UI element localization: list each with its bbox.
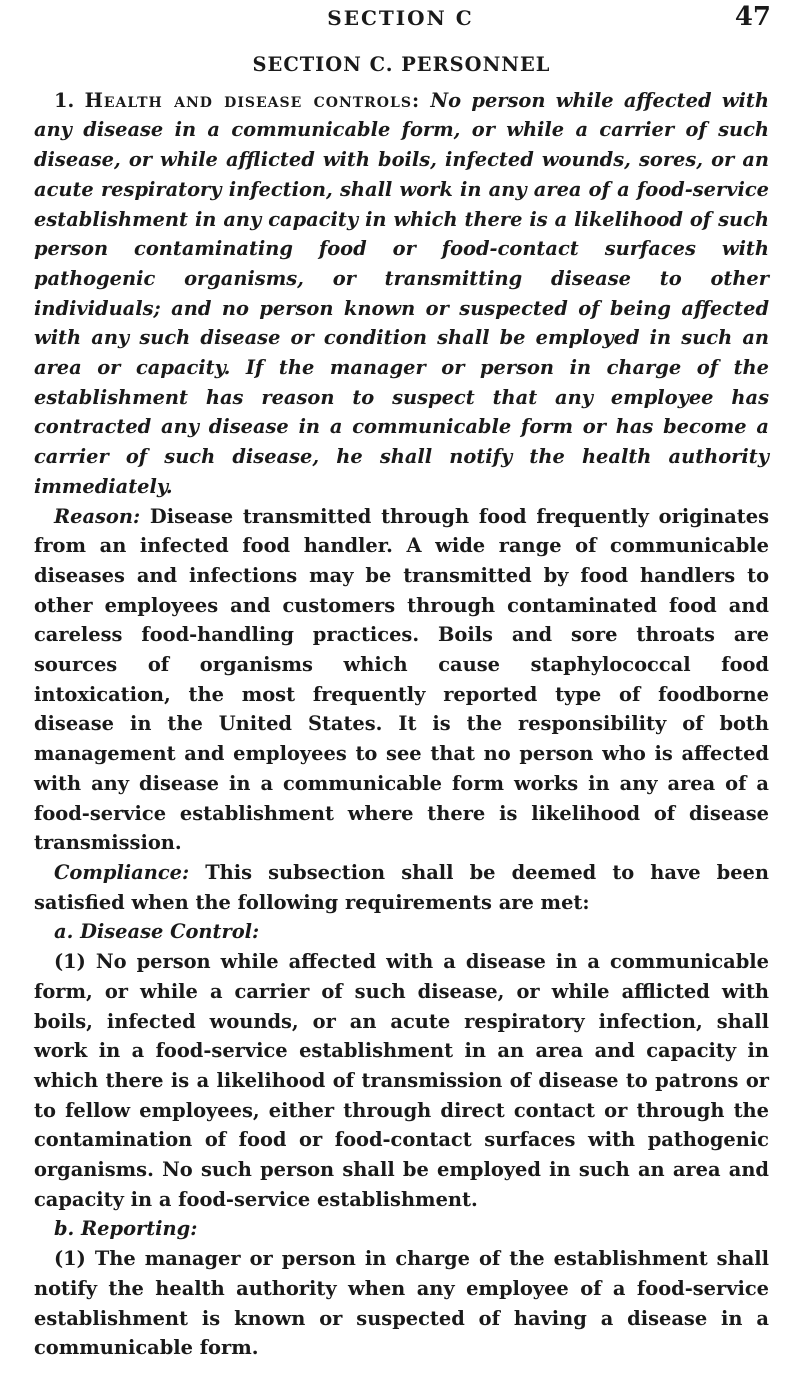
item-rule-text: No person while affected with any disease in a communicable form, or while a carrier of such disease, or while afflicted with boils, infected wounds, sores, or an acute respiratory infection, shall work in any area of a food-service establishment in any capacity in which there is a likelihood of such person contaminating food or food-contact surfaces with pathogenic organisms, or transmitting disease to other individuals; and no person known or suspected of being affected with any such disease or condition shall be employed in such an area or capacity. If the manager or person in charge of the establishment has reason to suspect that any employee has contracted any disease in a communicable form or has become a carrier of such disease, he shall notify the health authority immediately. xyxy=(34,88,769,498)
compliance-label: Compliance: xyxy=(54,860,190,884)
item-heading: Health and disease controls: xyxy=(84,88,421,112)
item-number: 1. xyxy=(54,88,75,112)
subsection-a-label: a. Disease Control: xyxy=(54,920,260,944)
reason-text: Disease transmitted through food frequently originates from an infected food handler. A wide range of communicable diseases and infections may be transmitted by food handlers to other employees and customers through contaminated food and careless food-handling practices. Boils and sore throats are sources of organisms which cause staphylococcal food intoxication, the most frequently reported type of foodborne disease in the United States. It is the responsibility of both management and employees to see that no person who is affected with any disease in a communicable form works in any area of a food-service establishment where there is likelihood of disease transmission. xyxy=(34,504,769,855)
subsection-a-item-1: (1) No person while affected with a disease in a communicable form, or while a carrier of such disease, or while afflicted with boils, infected wounds, or an acute respiratory infection, shall work in a food-service establishment in an area and capacity in which there is a likelihood of transmission of disease to patrons or to fellow employees, either through direct contact or through the contamination of food or food-contact surfaces with pathogenic organisms. No such person shall be employed in such an area and capacity in a food-service establishment. xyxy=(34,950,769,1211)
compliance-text: This subsection shall be deemed to have been satisfied when the following requirements are met: xyxy=(34,860,769,914)
section-title: SECTION C. PERSONNEL xyxy=(252,53,551,76)
running-title: SECTION C xyxy=(327,6,474,30)
paragraph-reason xyxy=(34,502,769,858)
paragraph-compliance xyxy=(34,858,769,917)
body-text xyxy=(34,50,769,1363)
paragraph-health-disease-controls xyxy=(34,86,769,502)
running-head xyxy=(0,0,801,40)
subsection-b-label: b. Reporting: xyxy=(54,1217,198,1241)
reason-label: Reason: xyxy=(54,504,141,528)
page-number: 47 xyxy=(734,2,771,32)
subsection-b-item-1: (1) The manager or person in charge of the establishment shall notify the health authority when any employee of a food-service establishment is known or suspected of having a disease in a communicable form. xyxy=(34,1247,769,1360)
